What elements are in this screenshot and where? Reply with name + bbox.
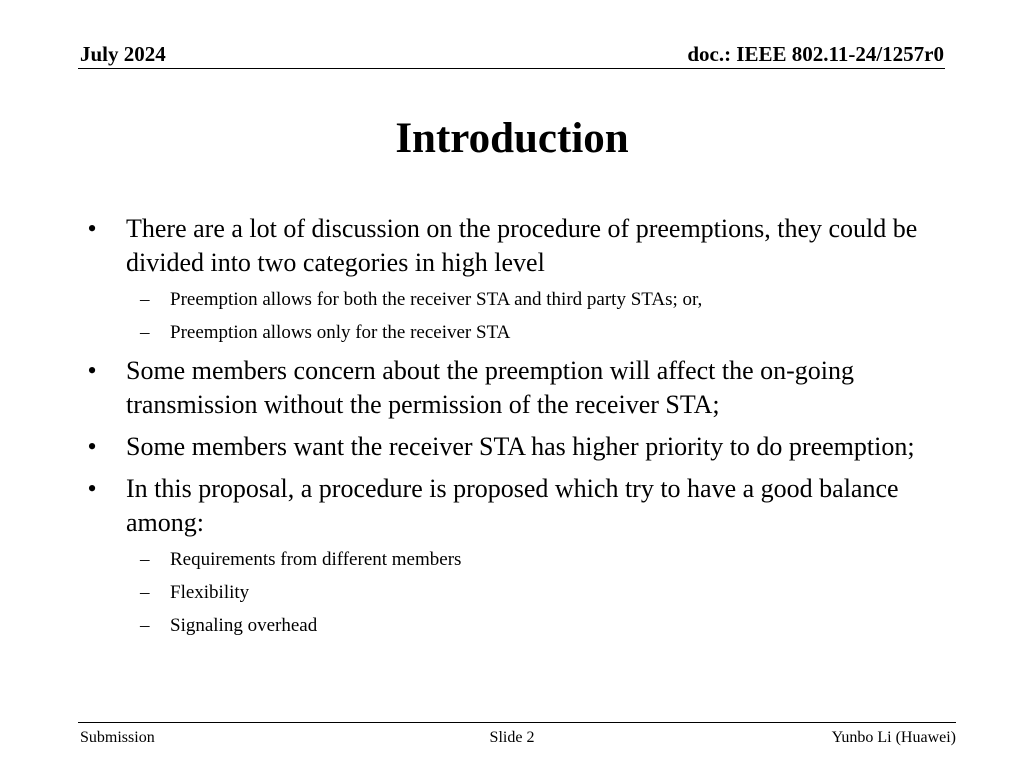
- bullet-text: Some members concern about the preemption will affect the on-going transmission without the permission of the receiver STA;: [126, 356, 855, 419]
- dash-icon: –: [140, 289, 150, 310]
- header-date: July 2024: [80, 42, 166, 66]
- footer-rule: [78, 722, 956, 723]
- header-rule: [78, 68, 945, 69]
- sub-bullet-item: [80, 581, 950, 605]
- sub-bullet-item: [80, 614, 950, 638]
- slide-title: Introduction: [395, 115, 629, 162]
- bullet-icon: •: [87, 432, 97, 461]
- bullet-text: Some members want the receiver STA has higher priority to do preemption;: [126, 432, 915, 461]
- footer-author: Yunbo Li (Huawei): [831, 729, 956, 746]
- dash-icon: –: [140, 549, 150, 570]
- dash-icon: –: [140, 582, 150, 603]
- header-doc-id: doc.: IEEE 802.11-24/1257r0: [687, 42, 944, 66]
- bullet-icon: •: [87, 356, 97, 385]
- footer-submission: Submission: [80, 729, 155, 746]
- bullet-text: In this proposal, a procedure is proposed which try to have a good balance among:: [126, 474, 899, 537]
- bullet-item: [80, 430, 950, 464]
- sub-bullet-item: [80, 548, 950, 572]
- sub-bullet-text: Signaling overhead: [170, 615, 318, 636]
- footer-slide-number: Slide 2: [489, 729, 535, 746]
- bullet-item: [80, 472, 950, 540]
- slide-body: [80, 212, 950, 647]
- dash-icon: –: [140, 615, 150, 636]
- sub-bullet-text: Requirements from different members: [170, 549, 462, 570]
- bullet-item: [80, 212, 950, 280]
- bullet-text: There are a lot of discussion on the procedure of preemptions, they could be divided into two categories in high level: [126, 214, 918, 277]
- dash-icon: –: [140, 322, 150, 343]
- sub-bullet-item: [80, 288, 950, 312]
- sub-bullet-text: Flexibility: [170, 582, 250, 603]
- sub-bullet-item: [80, 321, 950, 345]
- sub-bullet-text: Preemption allows only for the receiver STA: [170, 322, 511, 343]
- sub-bullet-text: Preemption allows for both the receiver STA and third party STAs; or,: [170, 289, 703, 310]
- bullet-item: [80, 354, 950, 422]
- bullet-icon: •: [87, 474, 97, 503]
- bullet-icon: •: [87, 214, 97, 243]
